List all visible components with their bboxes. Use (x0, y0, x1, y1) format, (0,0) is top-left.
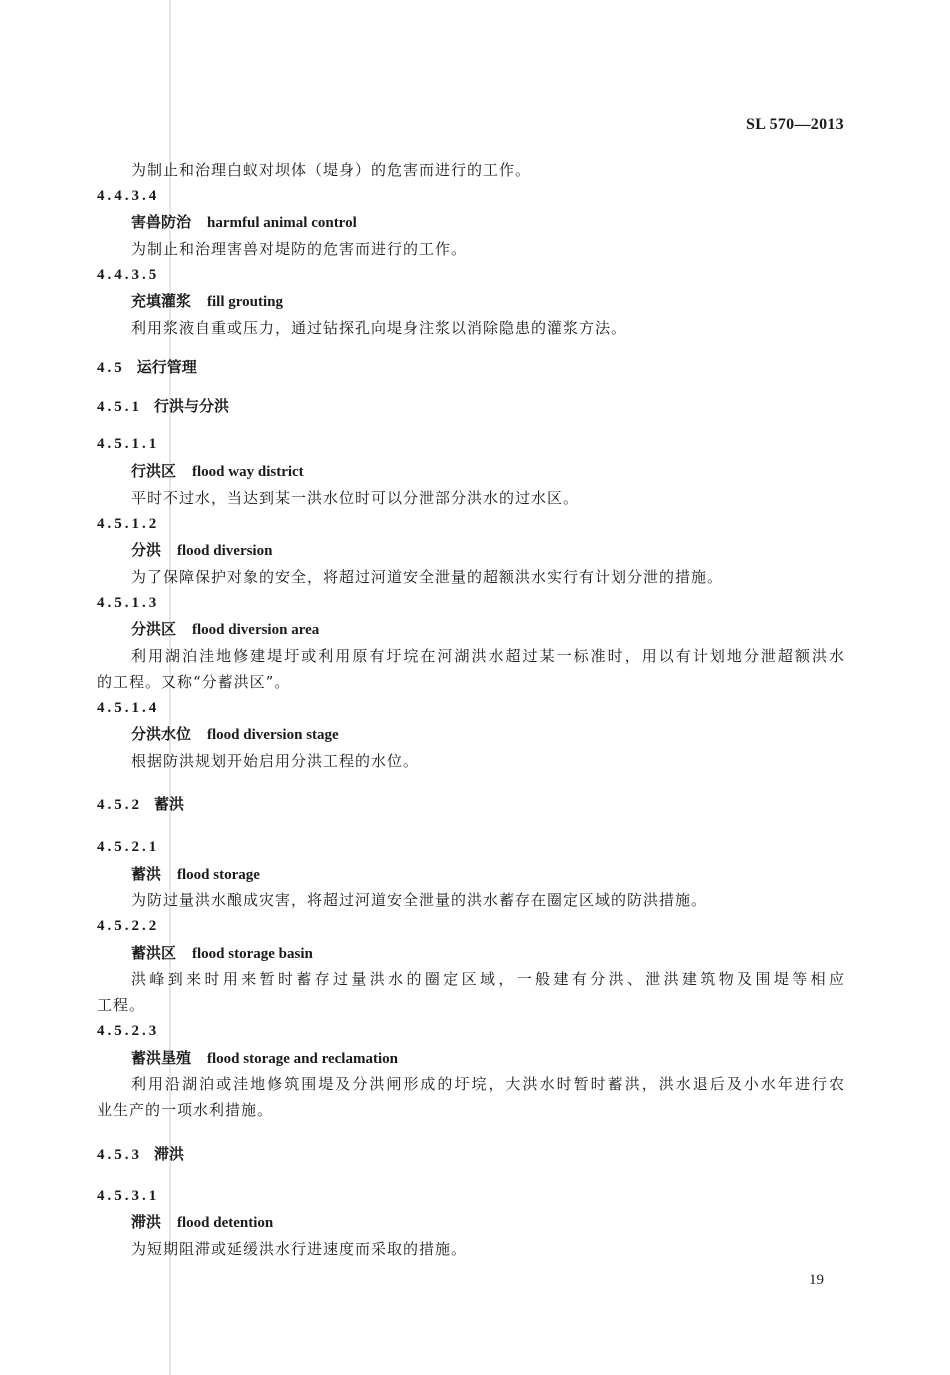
term-definition: 为短期阻滞或延缓洪水行进速度而采取的措施。 (131, 1240, 468, 1258)
section-heading (97, 360, 197, 376)
page-number: 19 (809, 1272, 824, 1288)
clause-number: 4.5.2.1 (97, 839, 160, 855)
term-heading (131, 1051, 398, 1067)
term-english: flood detention (177, 1215, 274, 1231)
term-english: flood storage and reclamation (207, 1051, 398, 1067)
term-definition-continued: 的工程。又称“分蓄洪区”。 (97, 673, 291, 691)
subsection-heading (97, 399, 229, 415)
term-chinese: 分洪区 (131, 620, 177, 638)
section-title: 滞洪 (154, 1145, 185, 1163)
term-definition: 利用湖泊洼地修建堤圩或利用原有圩垸在河湖洪水超过某一标准时，用以有计划地分泄超额洪水 (131, 647, 844, 665)
term-definition-continued: 业生产的一项水利措施。 (97, 1101, 274, 1119)
term-chinese: 行洪区 (131, 462, 177, 480)
term-heading (131, 622, 319, 638)
term-definition: 平时不过水，当达到某一洪水位时可以分泄部分洪水的过水区。 (131, 489, 580, 507)
term-english: flood storage (177, 867, 260, 883)
clause-number: 4.4.3.5 (97, 267, 160, 283)
term-chinese: 蓄洪区 (131, 944, 177, 962)
term-definition: 根据防洪规划开始启用分洪工程的水位。 (131, 752, 420, 770)
section-number: 4.5 (97, 360, 125, 376)
term-chinese: 滞洪 (131, 1213, 162, 1231)
section-title: 运行管理 (136, 358, 197, 376)
term-heading (131, 294, 283, 310)
term-chinese: 蓄洪垦殖 (131, 1049, 192, 1067)
term-english: harmful animal control (207, 215, 357, 231)
term-heading (131, 727, 339, 743)
term-chinese: 分洪 (131, 541, 162, 559)
term-chinese: 害兽防治 (131, 213, 192, 231)
clause-number: 4.5.2.3 (97, 1023, 160, 1039)
subsection-heading (97, 797, 184, 813)
term-definition: 洪峰到来时用来暂时蓄存过量洪水的圈定区域，一般建有分洪、泄洪建筑物及围堤等相应 (131, 970, 844, 988)
subsection-heading (97, 1147, 184, 1163)
clause-number: 4.5.1.4 (97, 700, 160, 716)
term-english: flood diversion area (192, 622, 320, 638)
section-number: 4.5.2 (97, 797, 142, 813)
term-english: fill grouting (207, 294, 283, 310)
clause-number: 4.5.1.1 (97, 436, 160, 452)
term-definition: 为制止和治理白蚁对坝体（堤身）的危害而进行的工作。 (131, 161, 532, 179)
clause-number: 4.5.3.1 (97, 1188, 160, 1204)
section-number: 4.5.1 (97, 399, 142, 415)
term-heading (131, 543, 272, 559)
term-heading (131, 867, 260, 883)
clause-number: 4.5.1.2 (97, 516, 160, 532)
term-english: flood way district (192, 464, 304, 480)
section-title: 蓄洪 (154, 795, 185, 813)
section-title: 行洪与分洪 (154, 397, 230, 415)
term-definition: 为了保障保护对象的安全，将超过河道安全泄量的超额洪水实行有计划分泄的措施。 (131, 568, 724, 586)
document-code: SL 570—2013 (746, 116, 844, 133)
section-number: 4.5.3 (97, 1147, 142, 1163)
term-chinese: 蓄洪 (131, 865, 162, 883)
term-heading (131, 464, 304, 480)
term-definition: 为防过量洪水酿成灾害，将超过河道安全泄量的洪水蓄存在圈定区域的防洪措施。 (131, 891, 708, 909)
term-definition: 利用沿湖泊或洼地修筑围堤及分洪闸形成的圩垸，大洪水时暂时蓄洪，洪水退后及小水年进行农 (131, 1075, 844, 1093)
term-heading (131, 215, 357, 231)
term-definition: 为制止和治理害兽对堤防的危害而进行的工作。 (131, 240, 468, 258)
term-english: flood diversion (177, 543, 273, 559)
clause-number: 4.4.3.4 (97, 188, 160, 204)
clause-number: 4.5.2.2 (97, 918, 160, 934)
term-heading (131, 946, 313, 962)
term-heading (131, 1215, 273, 1231)
term-chinese: 充填灌浆 (131, 292, 192, 310)
term-english: flood storage basin (192, 946, 313, 962)
term-definition-continued: 工程。 (97, 996, 146, 1014)
term-definition: 利用浆液自重或压力，通过钻探孔向堤身注浆以消除隐患的灌浆方法。 (131, 319, 628, 337)
term-chinese: 分洪水位 (131, 725, 192, 743)
clause-number: 4.5.1.3 (97, 595, 160, 611)
term-english: flood diversion stage (207, 727, 339, 743)
